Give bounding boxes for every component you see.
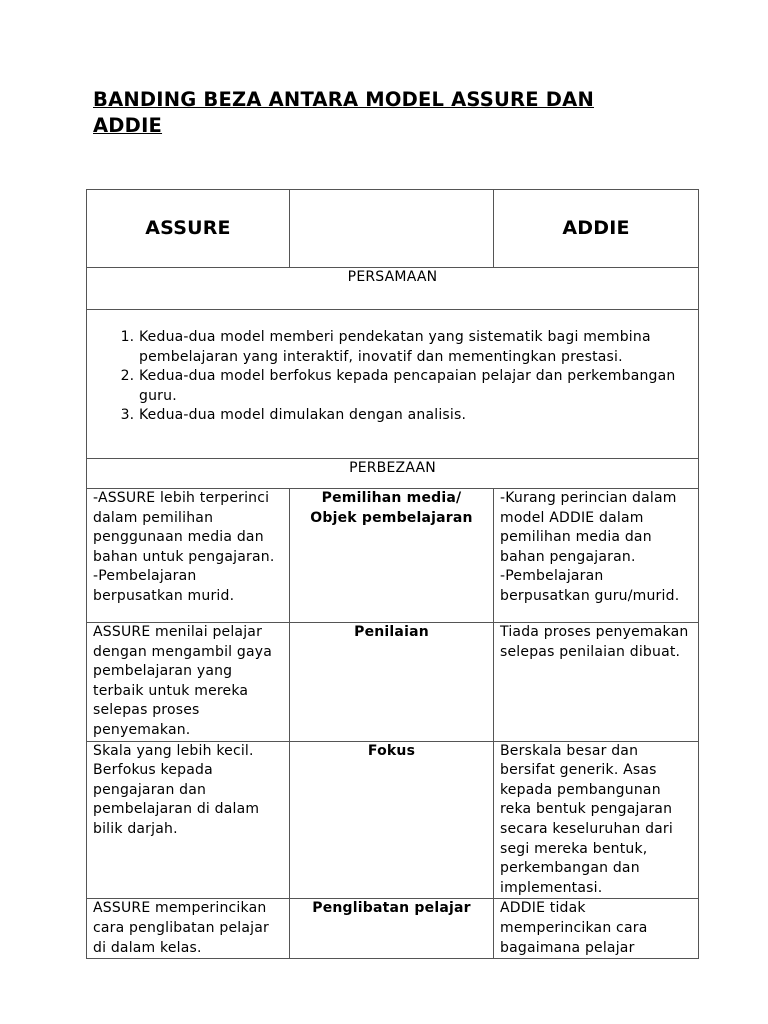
persamaan-list-row <box>87 310 699 459</box>
list-item: 1. Kedua-dua model memberi pendekatan yang sistematik bagi membina pembelajaran yang interaktif, inovatif dan mementingkan prestasi. <box>139 328 692 367</box>
addie-cell: -Kurang perincian dalam model ADDIE dalam pemilihan media dan bahan pengajaran. -Pembelajaran berpusatkan guru/murid. <box>494 489 699 623</box>
table-header-row <box>87 190 699 268</box>
assure-cell: Skala yang lebih kecil. Berfokus kepada pengajaran dan pembelajaran di dalam bilik darjah. <box>87 741 290 899</box>
document-title: BANDING BEZA ANTARA MODEL ASSURE DAN ADDIE <box>93 88 594 137</box>
criterion-cell: Penilaian <box>290 623 494 742</box>
header-addie: ADDIE <box>494 190 699 268</box>
addie-cell: ADDIE tidak memperincikan cara bagaimana pelajar <box>494 899 699 959</box>
assure-cell: ASSURE menilai pelajar dengan mengambil gaya pembelajaran yang terbaik untuk mereka selepas proses penyemakan. <box>87 623 290 742</box>
header-assure: ASSURE <box>87 190 290 268</box>
assure-cell: ASSURE memperincikan cara penglibatan pelajar di dalam kelas. <box>87 899 290 959</box>
criterion-cell: Penglibatan pelajar <box>290 899 494 959</box>
perbezaan-row <box>87 459 699 489</box>
table-row <box>87 899 699 959</box>
list-item: 3. Kedua-dua model dimulakan dengan analisis. <box>139 406 692 426</box>
table-row <box>87 623 699 742</box>
criterion-cell: Fokus <box>290 741 494 899</box>
header-empty <box>290 190 494 268</box>
table-row <box>87 741 699 899</box>
criterion-cell: Pemilihan media/ Objek pembelajaran <box>290 489 494 623</box>
addie-cell: Tiada proses penyemakan selepas penilaian dibuat. <box>494 623 699 742</box>
addie-cell: Berskala besar dan bersifat generik. Asas kepada pembangunan reka bentuk pengajaran secara keseluruhan dari segi mereka bentuk, perkembangan dan implementasi. <box>494 741 699 899</box>
persamaan-list-cell <box>87 310 699 459</box>
list-item: 2. Kedua-dua model berfokus kepada pencapaian pelajar dan perkembangan guru. <box>139 367 692 406</box>
assure-cell: -ASSURE lebih terperinci dalam pemilihan penggunaan media dan bahan untuk pengajaran. -Pembelajaran berpusatkan murid. <box>87 489 290 623</box>
persamaan-heading: PERSAMAAN <box>87 268 699 310</box>
similarities-list <box>107 328 692 426</box>
table-row <box>87 489 699 623</box>
persamaan-row <box>87 268 699 310</box>
perbezaan-heading: PERBEZAAN <box>87 459 699 489</box>
comparison-table <box>86 189 699 959</box>
